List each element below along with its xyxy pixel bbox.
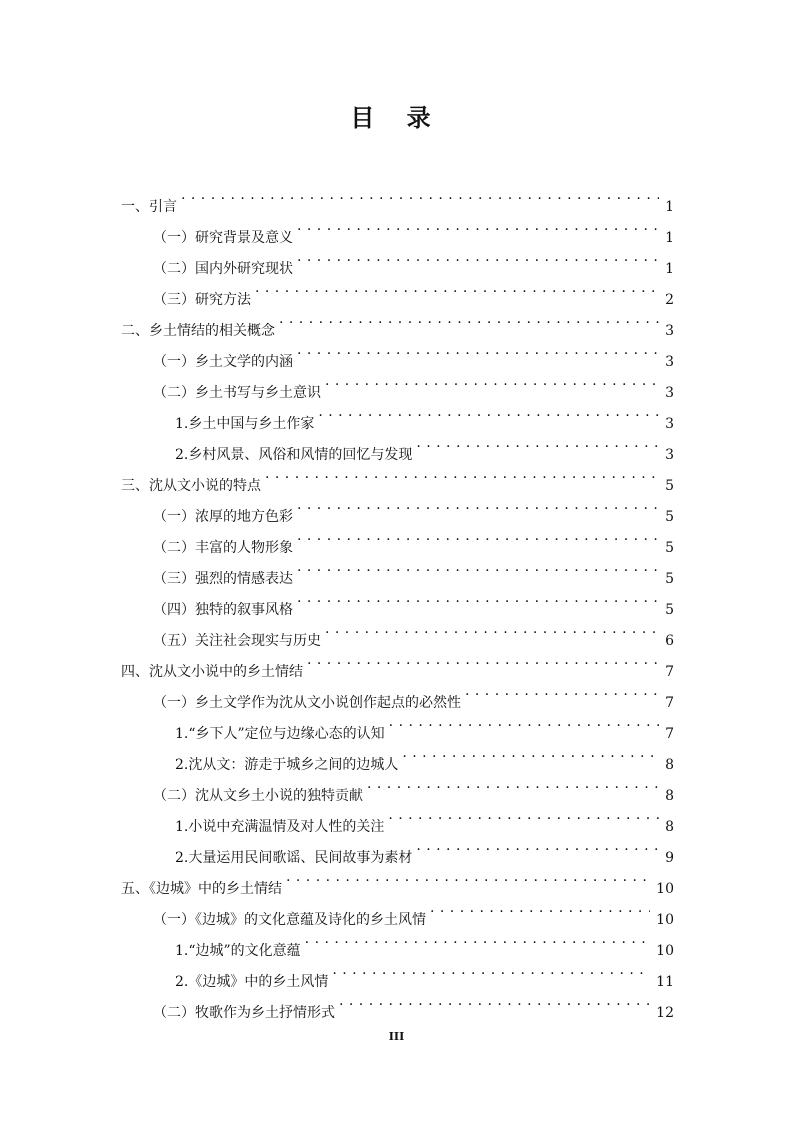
- toc-entry[interactable]: [121, 180, 674, 215]
- toc-dot-leader: [297, 521, 659, 552]
- toc-entry-label: 一、引言: [121, 199, 177, 215]
- toc-dot-leader: [402, 738, 659, 769]
- toc-entry-page: 6: [665, 633, 674, 649]
- toc-entry-page: 1: [665, 261, 674, 277]
- toc-entry[interactable]: [121, 211, 674, 246]
- toc-entry-page: 8: [665, 819, 674, 835]
- toc-dot-leader: [332, 955, 650, 986]
- toc-dot-leader: [388, 800, 659, 831]
- toc-entry-label: （四）独特的叙事风格: [153, 602, 293, 618]
- page-number: III: [388, 1030, 405, 1043]
- toc-dot-leader: [465, 676, 659, 707]
- toc-entry-page: 1: [665, 230, 674, 246]
- toc-dot-leader: [367, 769, 659, 800]
- toc-entry-label: 1.“边城”的文化意蕴: [175, 943, 301, 959]
- toc-dot-leader: [279, 304, 659, 335]
- toc-dot-leader: [325, 614, 659, 645]
- toc-dot-leader: [286, 862, 650, 893]
- toc-entry-page: 7: [665, 664, 674, 680]
- toc-entry-page: 3: [665, 323, 674, 339]
- toc-dot-leader: [339, 986, 650, 1017]
- toc-entry-page: 10: [656, 881, 674, 897]
- table-of-contents: [121, 180, 674, 1021]
- toc-entry-label: （一）研究背景及意义: [153, 230, 293, 246]
- toc-entry-label: （五）关注社会现实与历史: [153, 633, 321, 649]
- toc-entry-label: （二）牧歌作为乡土抒情形式: [153, 1005, 335, 1021]
- toc-entry-page: 3: [665, 416, 674, 432]
- toc-dot-leader: [297, 490, 659, 521]
- toc-entry-label: （三）强烈的情感表达: [153, 571, 293, 587]
- toc-dot-leader: [255, 273, 659, 304]
- toc-entry-label: （一）《边城》的文化意蕴及诗化的乡土风情: [153, 912, 426, 928]
- toc-entry-page: 1: [665, 199, 674, 215]
- toc-entry-page: 8: [665, 757, 674, 773]
- toc-entry-label: 1.“乡下人”定位与边缘心态的认知: [175, 726, 385, 742]
- toc-dot-leader: [416, 831, 659, 862]
- toc-entry-label: 2.大量运用民间歌谣、民间故事为素材: [175, 850, 413, 866]
- toc-entry-label: 1.乡土中国与乡土作家: [175, 416, 315, 432]
- toc-dot-leader: [265, 459, 659, 490]
- toc-dot-leader: [305, 924, 651, 955]
- toc-entry-page: 11: [656, 974, 674, 990]
- toc-entry-label: （一）乡土文学的内涵: [153, 354, 293, 370]
- toc-entry-label: （三）研究方法: [153, 292, 251, 308]
- toc-dot-leader: [325, 366, 659, 397]
- toc-entry-label: 2.《边城》中的乡土风情: [175, 974, 329, 990]
- toc-dot-leader: [297, 335, 659, 366]
- toc-entry-label: 2.沈从文：游走于城乡之间的边城人: [175, 757, 399, 773]
- toc-entry-page: 5: [665, 602, 674, 618]
- toc-entry-page: 3: [665, 447, 674, 463]
- toc-dot-leader: [181, 180, 659, 211]
- toc-entry-label: 1.小说中充满温情及对人性的关注: [175, 819, 385, 835]
- toc-entry-page: 7: [665, 726, 674, 742]
- toc-entry-page: 5: [665, 571, 674, 587]
- toc-entry-label: （一）乡土文学作为沈从文小说创作起点的必然性: [153, 695, 461, 711]
- toc-entry-page: 12: [656, 1005, 674, 1021]
- toc-entry-label: （二）沈从文乡土小说的独特贡献: [153, 788, 363, 804]
- toc-entry-label: 2.乡村风景、风俗和风情的回忆与发现: [175, 447, 413, 463]
- toc-entry-page: 8: [665, 788, 674, 804]
- toc-dot-leader: [430, 893, 650, 924]
- toc-dot-leader: [416, 428, 659, 459]
- toc-entry-page: 5: [665, 478, 674, 494]
- toc-entry-label: 四、沈从文小说中的乡土情结: [121, 664, 303, 680]
- toc-entry-page: 7: [665, 695, 674, 711]
- toc-entry-page: 3: [665, 385, 674, 401]
- toc-dot-leader: [297, 242, 659, 273]
- toc-entry-label: 三、沈从文小说的特点: [121, 478, 261, 494]
- toc-dot-leader: [307, 645, 659, 676]
- toc-entry-label: （一）浓厚的地方色彩: [153, 509, 293, 525]
- toc-dot-leader: [297, 211, 659, 242]
- toc-entry-page: 10: [656, 943, 674, 959]
- page-title: 目 录: [350, 104, 443, 132]
- toc-entry-page: 5: [665, 540, 674, 556]
- toc-entry-label: （二）丰富的人物形象: [153, 540, 293, 556]
- toc-entry-label: 二、乡土情结的相关概念: [121, 323, 275, 339]
- toc-dot-leader: [389, 707, 659, 738]
- toc-entry-label: （二）国内外研究现状: [153, 261, 293, 277]
- toc-entry-page: 5: [665, 509, 674, 525]
- toc-entry-label: 五、《边城》中的乡土情结: [121, 881, 282, 897]
- toc-entry-page: 10: [656, 912, 674, 928]
- toc-dot-leader: [297, 583, 659, 614]
- toc-dot-leader: [318, 397, 659, 428]
- toc-entry-page: 2: [665, 292, 674, 308]
- toc-entry-label: （二）乡土书写与乡土意识: [153, 385, 321, 401]
- toc-dot-leader: [297, 552, 659, 583]
- toc-entry-page: 9: [665, 850, 674, 866]
- toc-entry-page: 3: [665, 354, 674, 370]
